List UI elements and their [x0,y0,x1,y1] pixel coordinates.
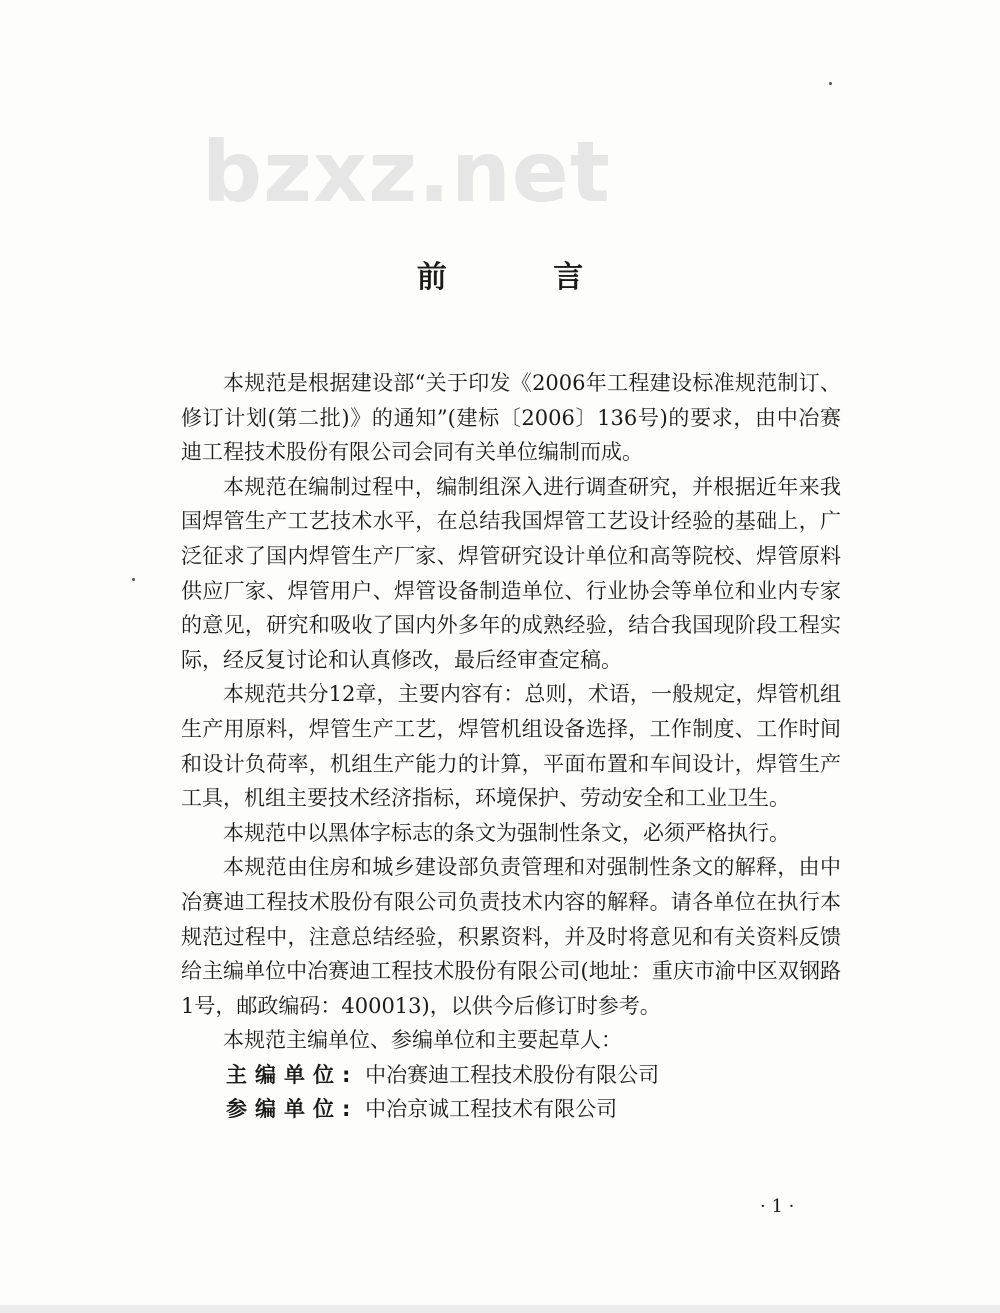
chief-unit-value: 中冶赛迪工程技术股份有限公司 [365,1062,660,1087]
paragraph: 本规范中以黑体字标志的条文为强制性条文，必须严格执行。 [223,820,790,845]
scan-speck [829,82,832,85]
participating-unit-row [181,1092,841,1127]
paragraph: 本规范是根据建设部“关于印发《2006年工程建设标准规范制订、修订计划(第二批)》的通知”(建标〔2006〕136号)的要求，由中冶赛迪工程技术股份有限公司会同有关单位编制而成。 [181,371,841,465]
paragraph: 本规范主编单位、参编单位和主要起草人： [223,1028,622,1053]
page-number: · 1 · [760,1196,795,1217]
page-title: 前 言 [416,260,632,295]
participating-unit-value: 中冶京诚工程技术有限公司 [365,1097,618,1122]
scan-speck [132,578,135,581]
chief-unit-label: 主编单位: [226,1062,359,1087]
preface-body [181,366,841,1127]
participating-unit-label: 参编单位: [226,1097,359,1122]
paragraph: 本规范共分12章，主要内容有：总则，术语，一般规定，焊管机组生产用原料，焊管生产工艺，焊管机组设备选择，工作制度、工作时间和设计负荷率，机组生产能力的计算，平面布置和车间设计，焊管生产工具，机组主要技术经济指标，环境保护、劳动安全和工业卫生。 [181,682,841,811]
paragraph: 本规范在编制过程中，编制组深入进行调查研究，并根据近年来我国焊管生产工艺技术水平，在总结我国焊管工艺设计经验的基础上，广泛征求了国内焊管生产厂家、焊管研究设计单位和高等院校、焊管原料供应厂家、焊管用户、焊管设备制造单位、行业协会等单位和业内专家的意见，研究和吸收了国内外多年的成熟经验，结合我国现阶段工程实际，经反复讨论和认真修改，最后经审查定稿。 [181,474,841,672]
chief-unit-row [181,1058,841,1093]
paragraph: 本规范由住房和城乡建设部负责管理和对强制性条文的解释，由中冶赛迪工程技术股份有限公司负责技术内容的解释。请各单位在执行本规范过程中，注意总结经验，积累资料，并及时将意见和有关资料反馈给主编单位中冶赛迪工程技术股份有限公司(地址：重庆市渝中区双钢路1号，邮政编码：400013)，以供今后修订时参考。 [181,855,841,1018]
watermark: bzxz.net [202,123,611,221]
page-bottom-edge [0,1305,1000,1313]
